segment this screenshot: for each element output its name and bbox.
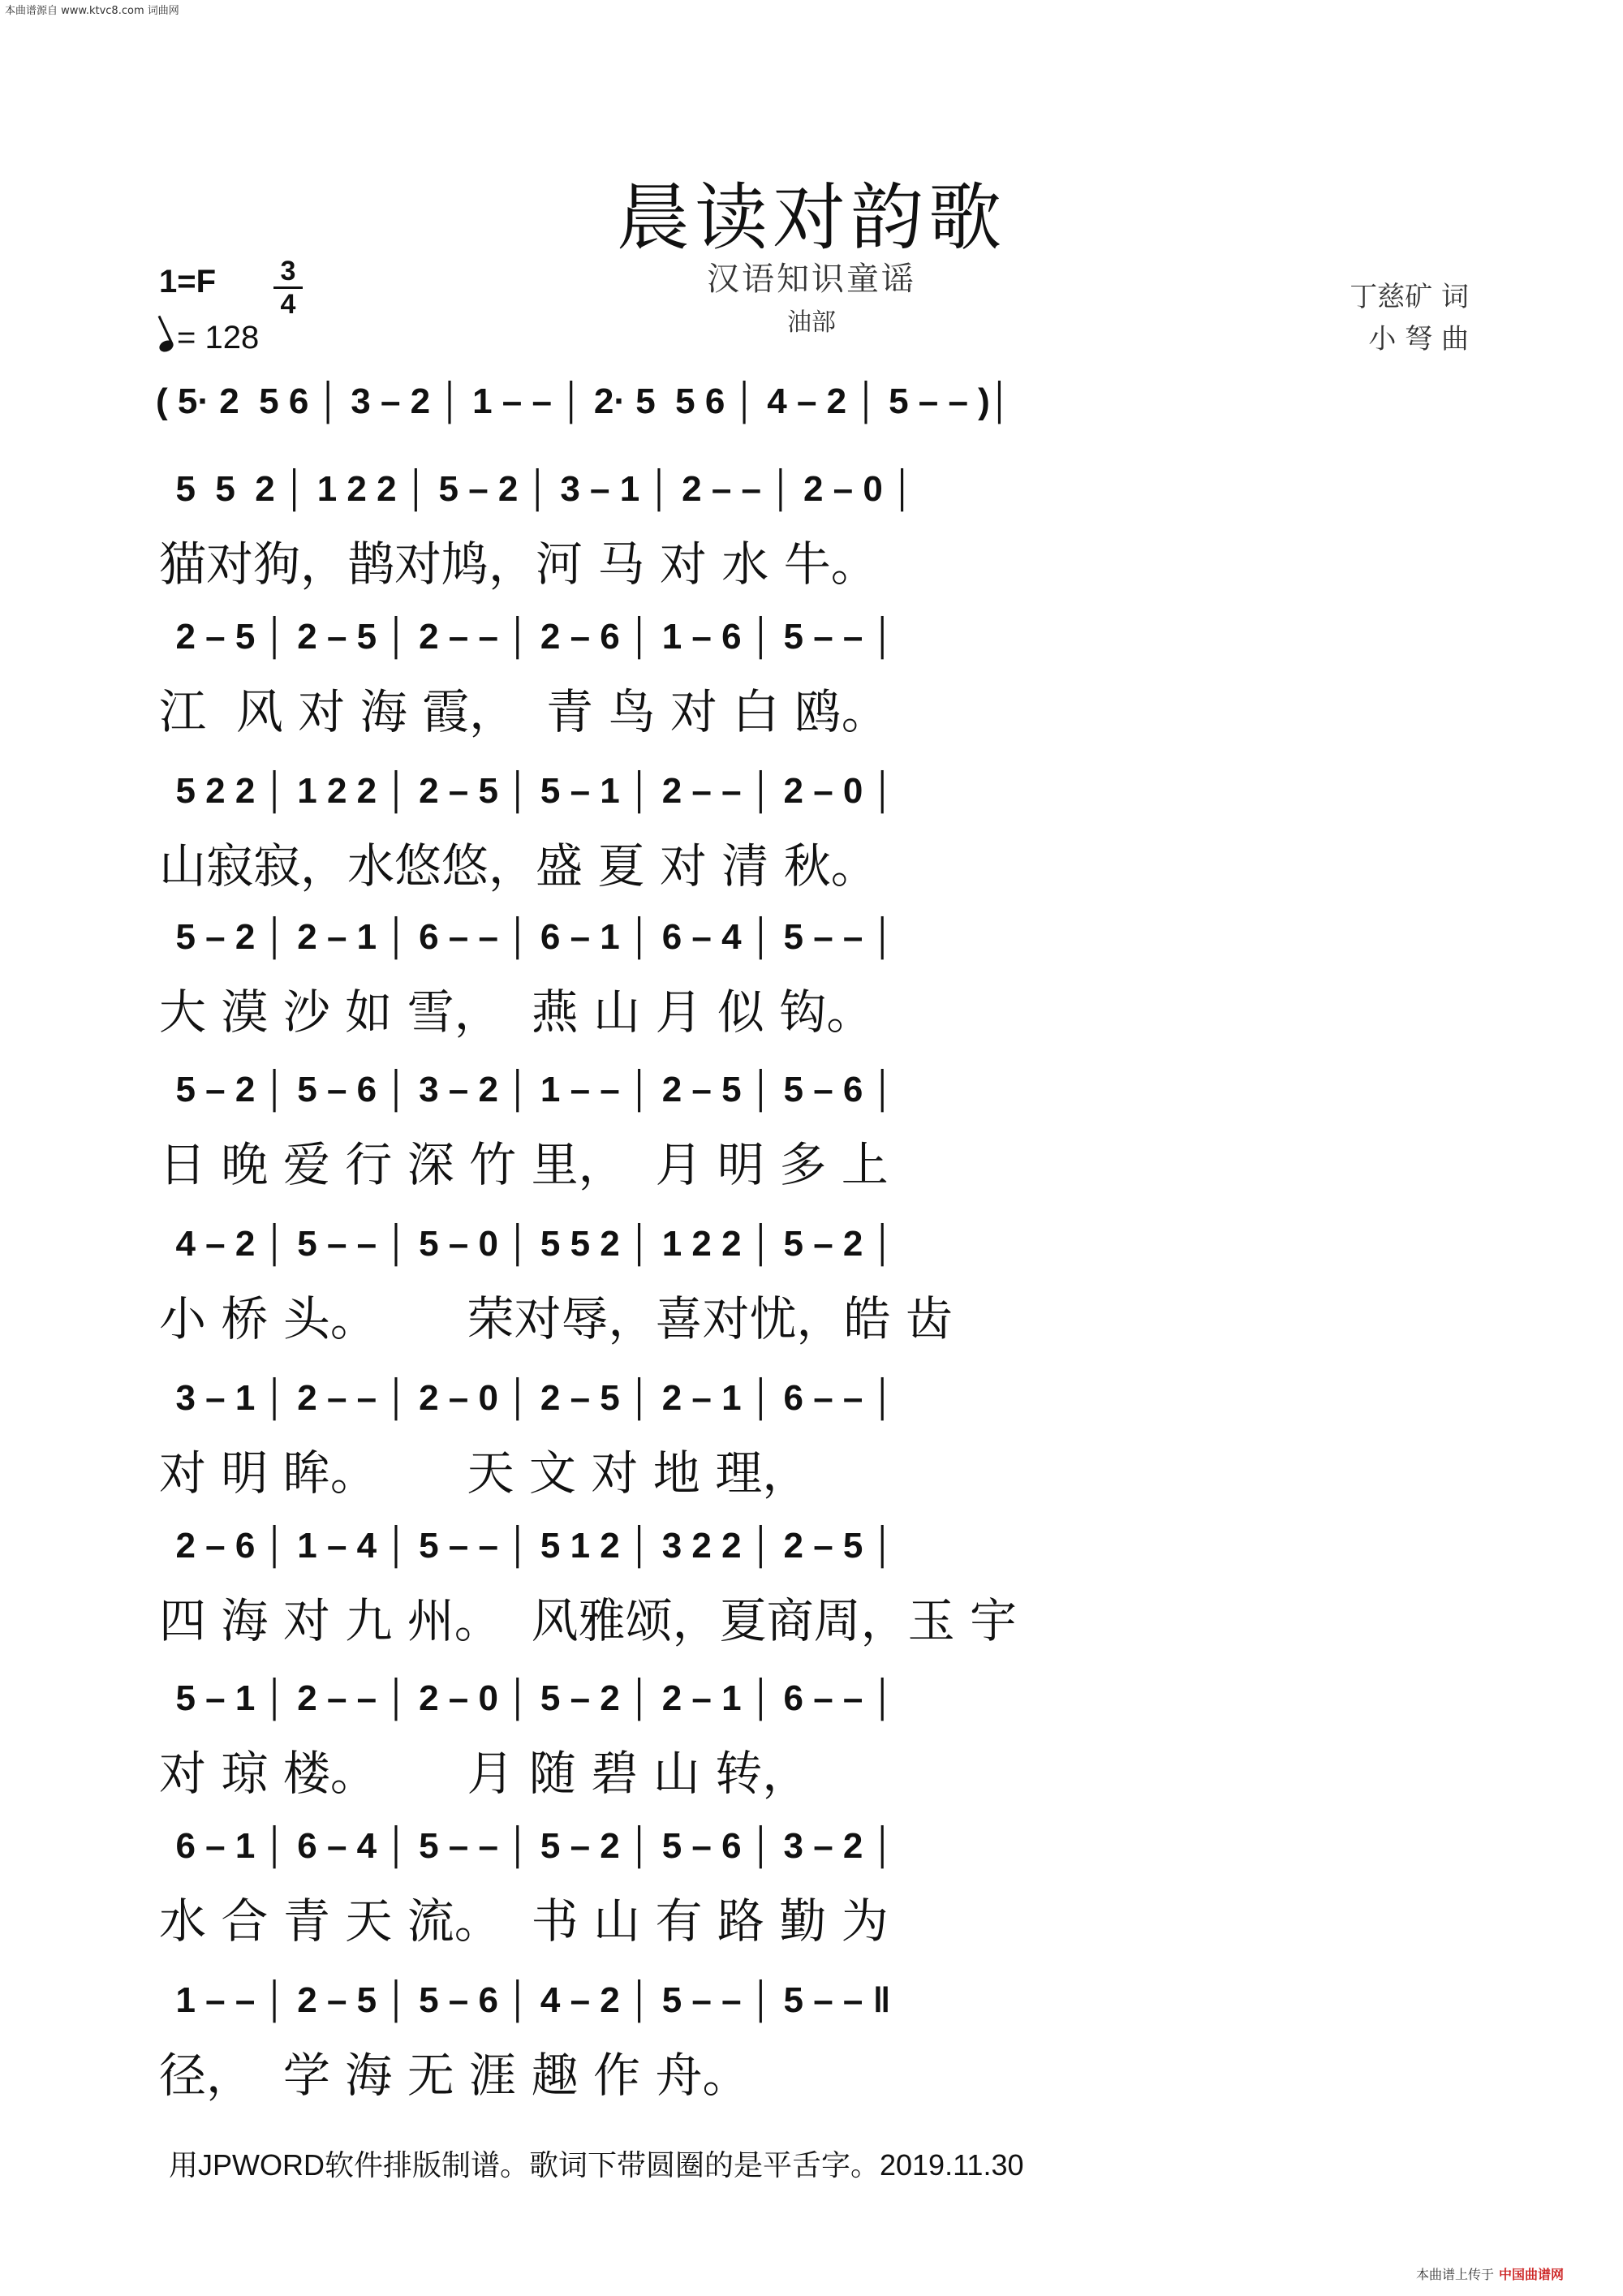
lyrics-row: 大 漠 沙 如 雪， 燕 山 月 似 钩。 — [159, 984, 874, 1040]
footer-note: 用JPWORD软件排版制谱。歌词下带圆圈的是平舌字。2019.11.30 — [169, 2148, 1024, 2182]
lyrics-row: 径， 学 海 无 涯 趣 作 舟。 — [159, 2048, 750, 2103]
lyrics-row: 水 合 青 天 流。 书 山 有 路 勤 为 — [159, 1893, 889, 1949]
time-signature — [272, 256, 304, 319]
tempo-value: = 128 — [177, 320, 260, 355]
lyrics-row: 对 明 眸。 天 文 对 地 理， — [159, 1445, 810, 1501]
source-badge-prefix: 本曲谱上传于 — [1416, 2267, 1495, 2282]
notation-row: 2 – 6 │ 1 – 4 │ 5 – – │ 5 1 2 │ 3 2 2 │ 2 – 5 │ — [156, 1526, 896, 1566]
lyrics-row: 对 琼 楼。 月 随 碧 山 转， — [159, 1746, 810, 1801]
notation-row: 3 – 1 │ 2 – – │ 2 – 0 │ 2 – 5 │ 2 – 1 │ 6 – – │ — [156, 1378, 896, 1418]
notation-row: 2 – 5 │ 2 – 5 │ 2 – – │ 2 – 6 │ 1 – 6 │ 5 – – │ — [156, 617, 896, 657]
lyricist-credit: 丁慈矿 词 — [1350, 281, 1469, 313]
lyrics-row: 日 晚 爱 行 深 竹 里， 月 明 多 上 — [159, 1137, 889, 1192]
time-bottom: 4 — [280, 289, 296, 320]
composer-credit: 小 弩 曲 — [1368, 323, 1469, 355]
lyrics-row: 猫对狗，鹊对鸠，河 马 对 水 牛。 — [159, 536, 878, 592]
notation-row: 5 2 2 │ 1 2 2 │ 2 – 5 │ 5 – 1 │ 2 – – │ 2 – 0 │ — [156, 771, 896, 811]
arranger-credit: 油部 — [787, 308, 836, 337]
lyrics-row: 山寂寂，水悠悠，盛 夏 对 清 秋。 — [159, 838, 878, 894]
song-subtitle: 汉语知识童谣 — [707, 261, 916, 298]
notation-row: ( 5· 2 5 6 │ 3 – 2 │ 1 – – │ 2· 5 5 6 │ 4 – 2 │ 5 – – )│ — [156, 381, 1013, 421]
notation-row: 4 – 2 │ 5 – – │ 5 – 0 │ 5 5 2 │ 1 2 2 │ 5 – 2 │ — [156, 1224, 896, 1264]
notation-row: 5 5 2 │ 1 2 2 │ 5 – 2 │ 3 – 1 │ 2 – – │ 2 – 0 │ — [156, 469, 915, 509]
key-signature: 1=F — [159, 264, 217, 299]
lyrics-row: 四 海 对 九 州。 风雅颂，夏商周，玉 宇 — [159, 1593, 1018, 1648]
song-title: 晨读对韵歌 — [617, 175, 1006, 261]
notation-row: 6 – 1 │ 6 – 4 │ 5 – – │ 5 – 2 │ 5 – 6 │ 3 – 2 │ — [156, 1826, 896, 1866]
notation-row: 1 – – │ 2 – 5 │ 5 – 6 │ 4 – 2 │ 5 – – │ 5 – – ‖ — [156, 1980, 891, 2020]
notation-row: 5 – 2 │ 2 – 1 │ 6 – – │ 6 – 1 │ 6 – 4 │ 5 – – │ — [156, 917, 896, 957]
lyrics-row: 小 桥 头。 荣对辱，喜对忧，皓 齿 — [159, 1291, 953, 1346]
time-top: 3 — [280, 256, 296, 286]
notation-row: 5 – 1 │ 2 – – │ 2 – 0 │ 5 – 2 │ 2 – 1 │ 6 – – │ — [156, 1678, 896, 1718]
notation-row: 5 – 2 │ 5 – 6 │ 3 – 2 │ 1 – – │ 2 – 5 │ 5 – 6 │ — [156, 1070, 896, 1109]
source-watermark: 本曲谱源自 www.ktvc8.com 词曲网 — [5, 5, 179, 17]
tempo-marking — [159, 320, 259, 356]
lyrics-row: 江 风 对 海 霞， 青 鸟 对 白 鸥。 — [159, 684, 889, 739]
source-badge-site: 中国曲谱网 — [1499, 2267, 1565, 2282]
source-badge — [1416, 2264, 1564, 2283]
quarter-note-icon — [157, 338, 175, 354]
